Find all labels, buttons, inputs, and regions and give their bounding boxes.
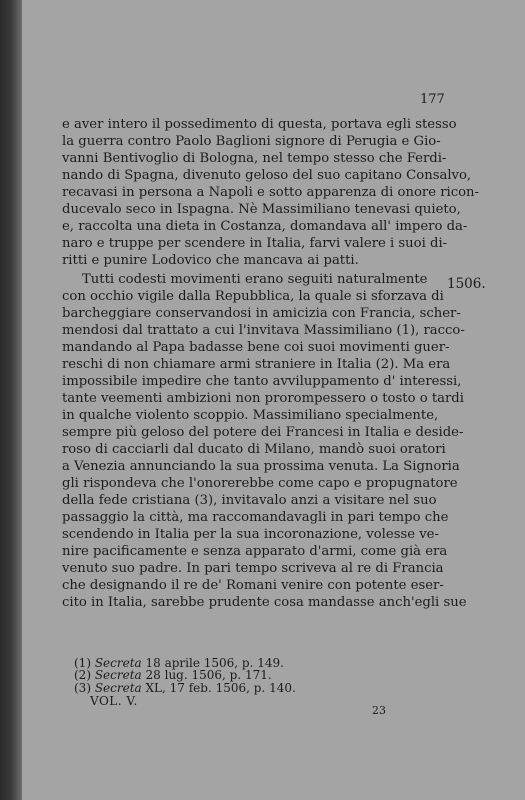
body-line: e aver intero il possedimento di questa, portava egli stesso	[62, 117, 457, 132]
body-line: ducevalo seco in Ispagna. Nè Massimiliano tenevasi quieto,	[62, 202, 461, 217]
body-line: nando di Spagna, divenuto geloso del suo capitano Consalvo,	[62, 168, 472, 183]
body-line: che designando il re de' Romani venire con potente eser-	[62, 578, 444, 593]
body-line: barcheggiare conservandosi in amicizia con Francia, scher-	[62, 306, 461, 321]
body-line: mendosi dal trattato a cui l'invitava Massimiliano (1), racco-	[62, 323, 465, 338]
footnote-mark: (2)	[74, 668, 91, 682]
footnote-text: 18 aprile 1506, p. 149.	[145, 656, 284, 670]
body-line: in qualche violento scoppio. Massimiliano specialmente,	[62, 408, 439, 423]
footnote-source: Secreta	[94, 668, 142, 682]
body-line: passaggio la città, ma raccomandavagli in pari tempo che	[62, 510, 449, 525]
page-number: 177	[420, 92, 445, 107]
body-line: e, raccolta una dieta in Costanza, domandava all' impero da-	[62, 219, 468, 234]
body-line: della fede cristiana (3), invitavalo anzi a visitare nel suo	[62, 493, 437, 508]
body-line: reschi di non chiamare armi straniere in Italia (2). Ma era	[62, 357, 451, 372]
body-line: scendendo in Italia per la sua incoronazione, volesse ve-	[62, 527, 439, 542]
body-line: con occhio vigile dalla Repubblica, la quale si sforzava di	[62, 289, 444, 304]
footnote-source: Secreta	[94, 681, 142, 695]
body-line: mandando al Papa badasse bene coi suoi movimenti guer-	[62, 340, 450, 355]
margin-year-note: 1506.	[447, 276, 486, 292]
body-line: venuto suo padre. In pari tempo scriveva al re di Francia	[62, 561, 444, 576]
footnote-mark: (1)	[74, 656, 91, 670]
body-line: impossibile impedire che tanto avviluppamento d' interessi,	[62, 374, 462, 389]
body-line: gli rispondeva che l'onorerebbe come capo e propugnatore	[62, 476, 458, 491]
body-line: cito in Italia, sarebbe prudente cosa mandasse anch'egli sue	[62, 595, 467, 610]
body-line: sempre più geloso del potere dei Francesi in Italia e deside-	[62, 425, 464, 440]
footnote-mark: (3)	[74, 681, 91, 695]
body-line: recavasi in persona a Napoli e sotto apparenza di onore ricon-	[62, 185, 479, 200]
body-line: nire pacificamente e senza apparato d'armi, come già era	[62, 544, 448, 559]
volume-signature: VOL. V.	[90, 694, 138, 708]
body-line: vanni Bentivoglio di Bologna, nel tempo stesso che Ferdi-	[62, 151, 447, 166]
footnote	[74, 668, 272, 682]
body-line: tante veementi ambizioni non prorompessero o tosto o tardi	[62, 391, 464, 406]
body-line: la guerra contro Paolo Baglioni signore di Perugia e Gio-	[62, 134, 441, 149]
body-line: naro e truppe per scendere in Italia, farvi valere i suoi di-	[62, 236, 448, 251]
body-line: roso di cacciarli dal ducato di Milano, mandò suoi oratori	[62, 442, 446, 457]
book-spine-shadow	[0, 0, 22, 800]
footnote-text: XL, 17 feb. 1506, p. 140.	[145, 681, 296, 695]
footnote-text: 28 lug. 1506, p. 171.	[145, 668, 272, 682]
body-line: a Venezia annunciando la sua prossima venuta. La Signoria	[62, 459, 460, 474]
footnote	[74, 681, 296, 695]
body-line: ritti e punire Lodovico che mancava ai patti.	[62, 253, 359, 268]
body-line: Tutti codesti movimenti erano seguiti naturalmente	[82, 272, 428, 287]
gathering-signature: 23	[372, 704, 386, 717]
footnote-source: Secreta	[94, 656, 142, 670]
